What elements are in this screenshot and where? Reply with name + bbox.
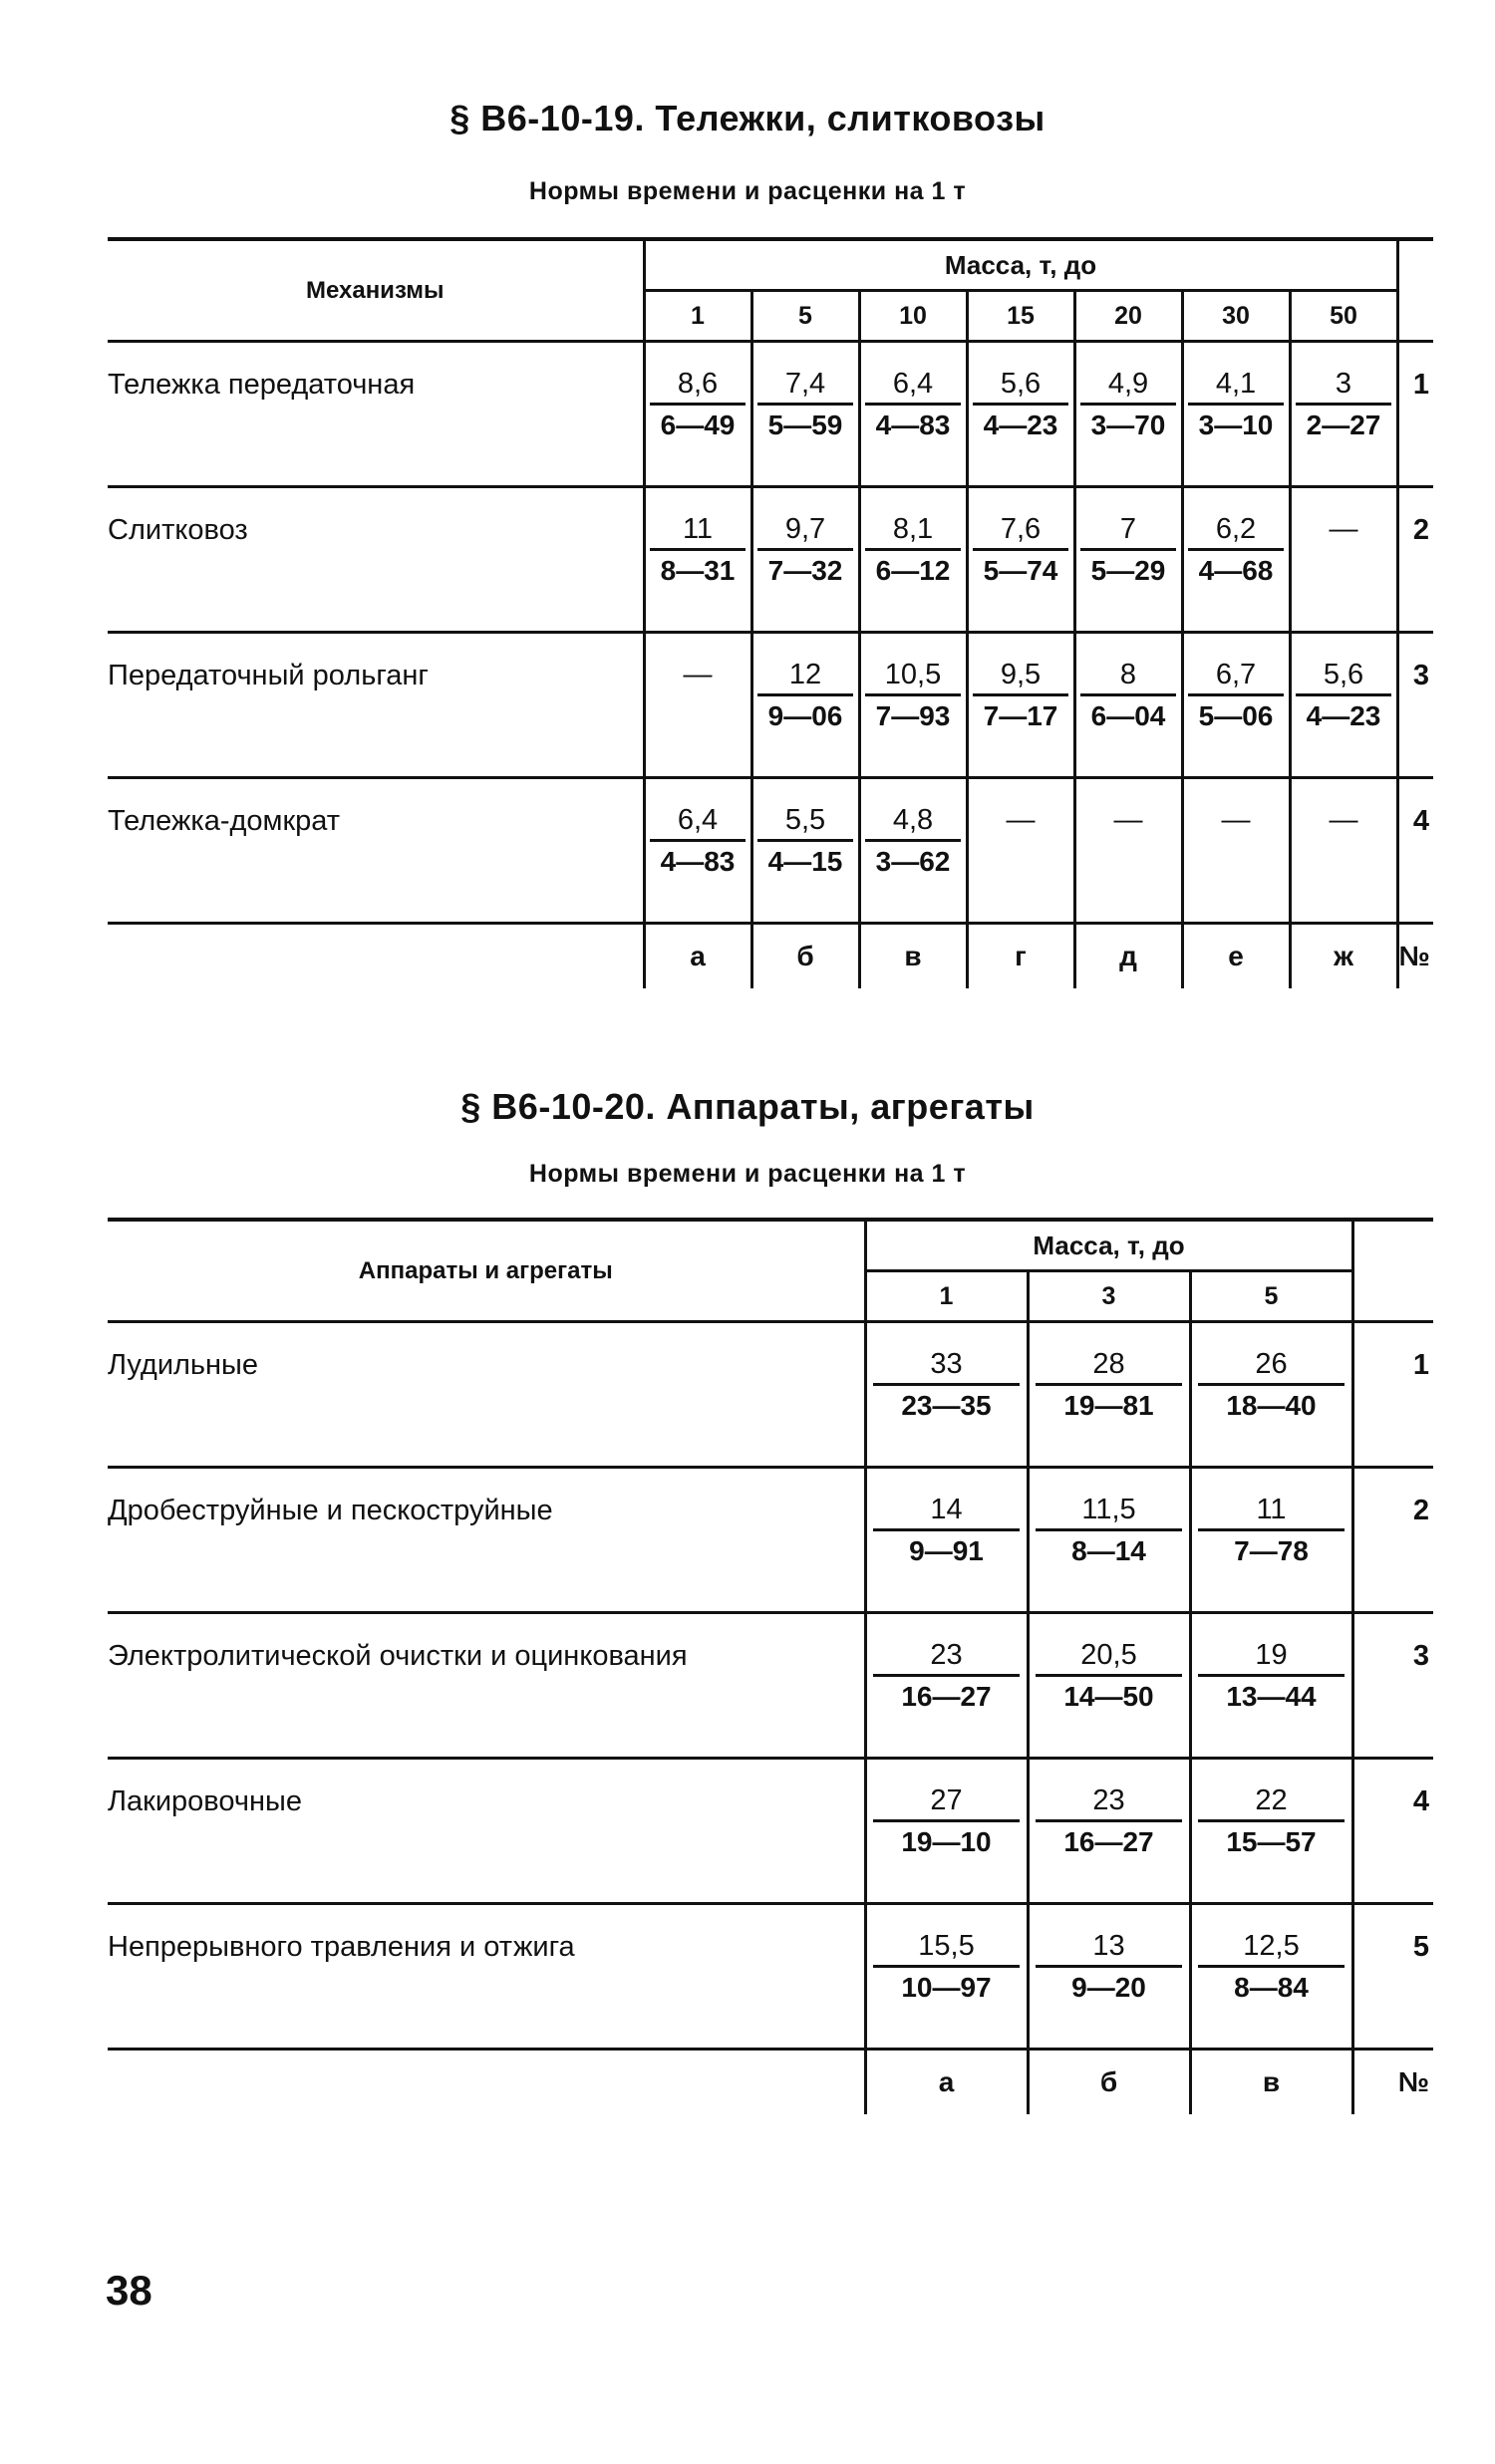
time-norm: 26 — [1198, 1345, 1345, 1386]
footer-row — [108, 2050, 1433, 2115]
value-cell — [1074, 778, 1182, 924]
value-cell — [859, 342, 967, 487]
time-norm: 11,5 — [1036, 1491, 1182, 1531]
time-norm: 4,1 — [1188, 365, 1285, 406]
dash-value: — — [1329, 804, 1358, 836]
fraction — [1188, 365, 1285, 445]
price-rate: 7—93 — [875, 700, 951, 731]
value-cell — [1028, 1759, 1190, 1904]
num-label: № — [1352, 2050, 1433, 2115]
row-name: Лудильные — [108, 1349, 259, 1381]
fraction — [1080, 656, 1177, 736]
price-rate: 4—23 — [1306, 700, 1381, 731]
time-norm: 4,8 — [865, 801, 962, 842]
row-name: Лакировочные — [108, 1759, 865, 1904]
dash-value: — — [1113, 804, 1143, 836]
time-norm: 10,5 — [865, 656, 962, 696]
fraction — [1036, 1636, 1182, 1717]
time-norm: 5,6 — [973, 365, 1069, 406]
value-cell — [865, 1468, 1028, 1613]
price-rate: 14—50 — [1063, 1681, 1154, 1712]
column-header: 5 — [751, 291, 859, 342]
header-row — [108, 239, 1433, 291]
time-norm: 28 — [1036, 1345, 1182, 1386]
value-cell — [865, 1613, 1028, 1759]
price-rate: 6—04 — [1090, 700, 1166, 731]
fraction — [873, 1636, 1020, 1717]
fraction — [650, 801, 747, 882]
column-letter: в — [859, 924, 967, 989]
section2-subtitle: Нормы времени и расценки на 1 т — [528, 1160, 967, 1188]
value-cell — [1028, 1904, 1190, 2050]
price-rate: 19—81 — [1063, 1390, 1154, 1421]
time-norm: 11 — [650, 510, 747, 551]
row-number: 4 — [1352, 1759, 1433, 1904]
fraction — [873, 1491, 1020, 1571]
table-row — [108, 1613, 1433, 1759]
time-norm: 12,5 — [1198, 1927, 1345, 1968]
column-letter: г — [967, 924, 1074, 989]
fraction — [1198, 1927, 1345, 2008]
time-norm: 19 — [1198, 1636, 1345, 1677]
fraction — [865, 510, 962, 591]
value-cell — [865, 1759, 1028, 1904]
price-rate: 4—15 — [767, 846, 843, 877]
row-number: 3 — [1397, 633, 1433, 778]
time-norm: 5,5 — [757, 801, 854, 842]
price-rate: 16—27 — [901, 1681, 992, 1712]
fraction — [873, 1345, 1020, 1426]
value-cell — [1028, 1322, 1190, 1468]
value-cell — [644, 342, 751, 487]
column-header: 10 — [859, 291, 967, 342]
section1-title: § В6-10-19. Тележки, слитковозы — [449, 98, 1046, 138]
price-rate: 18—40 — [1226, 1390, 1317, 1421]
row-number: 1 — [1412, 369, 1429, 401]
price-rate: 19—10 — [901, 1826, 992, 1857]
num-header-blank — [1397, 239, 1433, 342]
row-name: Непрерывного травления и отжига — [108, 1904, 865, 2050]
column-header: 5 — [1190, 1271, 1352, 1322]
row-number: 5 — [1352, 1904, 1433, 2050]
value-cell — [1290, 778, 1397, 924]
column-letter: в — [1190, 2050, 1352, 2115]
fraction — [757, 656, 854, 736]
section2-table — [108, 1218, 1433, 2114]
price-rate: 3—70 — [1090, 410, 1166, 440]
fraction — [1188, 510, 1285, 591]
table-row — [108, 1759, 1433, 1904]
value-cell — [859, 633, 967, 778]
fraction — [1036, 1491, 1182, 1571]
price-rate: 5—74 — [983, 555, 1058, 586]
time-norm: 20,5 — [1036, 1636, 1182, 1677]
value-cell — [865, 1904, 1028, 2050]
row-name: Передаточный рольганг — [108, 633, 644, 778]
value-cell — [1182, 342, 1290, 487]
value-cell — [1190, 1468, 1352, 1613]
value-cell — [1290, 487, 1397, 633]
table-row — [108, 487, 1433, 633]
mass-header: Масса, т, до — [865, 1220, 1352, 1271]
price-rate: 5—59 — [767, 410, 843, 440]
value-cell — [1290, 342, 1397, 487]
price-rate: 8—84 — [1234, 1972, 1309, 2003]
price-rate: 8—31 — [660, 555, 736, 586]
fraction — [1036, 1927, 1182, 2008]
section1-table — [108, 237, 1433, 988]
fraction — [1080, 510, 1177, 591]
column-header: 20 — [1074, 291, 1182, 342]
column-letter: е — [1182, 924, 1290, 989]
time-norm: 13 — [1036, 1927, 1182, 1968]
column-header: 30 — [1182, 291, 1290, 342]
price-rate: 10—97 — [901, 1972, 992, 2003]
fraction — [650, 510, 747, 591]
value-cell — [859, 778, 967, 924]
fraction — [865, 801, 962, 882]
price-rate: 4—83 — [875, 410, 951, 440]
price-rate: 9—91 — [909, 1535, 984, 1566]
column-header: 50 — [1290, 291, 1397, 342]
num-header-blank — [1352, 1220, 1433, 1322]
value-cell — [1074, 487, 1182, 633]
footer-blank — [108, 924, 644, 989]
value-cell — [1074, 633, 1182, 778]
row-number: 1 — [1412, 1349, 1429, 1381]
header-row — [108, 1220, 1433, 1271]
time-norm: 23 — [873, 1636, 1020, 1677]
price-rate: 2—27 — [1306, 410, 1381, 440]
fraction — [873, 1927, 1020, 2008]
time-norm: 15,5 — [873, 1927, 1020, 1968]
time-norm: 7,6 — [973, 510, 1069, 551]
price-rate: 9—06 — [767, 700, 843, 731]
fraction — [1198, 1345, 1345, 1426]
value-cell — [1074, 342, 1182, 487]
time-norm: 4,9 — [1080, 365, 1177, 406]
time-norm: 8,6 — [650, 365, 747, 406]
value-cell — [1028, 1468, 1190, 1613]
row-name: Тележка передаточная — [108, 369, 416, 401]
footer-blank — [108, 2050, 865, 2115]
value-cell — [1190, 1759, 1352, 1904]
time-norm: 3 — [1296, 365, 1392, 406]
row-name: Электролитической очистки и оцинкования — [108, 1613, 865, 1759]
value-cell — [1182, 778, 1290, 924]
time-norm: 7 — [1080, 510, 1177, 551]
price-rate: 3—62 — [875, 846, 951, 877]
fraction — [757, 510, 854, 591]
price-rate: 6—49 — [660, 410, 736, 440]
fraction — [865, 656, 962, 736]
fraction — [1198, 1781, 1345, 1862]
fraction — [973, 656, 1069, 736]
value-cell — [644, 487, 751, 633]
dash-value: — — [683, 659, 713, 690]
value-cell — [865, 1322, 1028, 1468]
value-cell — [751, 487, 859, 633]
column-letter: ж — [1290, 924, 1397, 989]
price-rate: 6—12 — [875, 555, 951, 586]
row-number: 2 — [1352, 1468, 1433, 1613]
dash-value: — — [1329, 513, 1358, 545]
fraction — [1036, 1781, 1182, 1862]
row-name: Дробеструйные и пескоструйные — [108, 1468, 865, 1613]
value-cell — [1190, 1904, 1352, 2050]
price-rate: 8—14 — [1071, 1535, 1146, 1566]
price-rate: 23—35 — [901, 1390, 992, 1421]
time-norm: 12 — [757, 656, 854, 696]
fraction — [757, 801, 854, 882]
column-letter: б — [1028, 2050, 1190, 2115]
value-cell — [751, 342, 859, 487]
fraction — [1296, 365, 1392, 445]
price-rate: 4—68 — [1198, 555, 1274, 586]
value-cell — [1182, 487, 1290, 633]
value-cell — [1190, 1322, 1352, 1468]
value-cell — [751, 633, 859, 778]
fraction — [1080, 365, 1177, 445]
value-cell — [859, 487, 967, 633]
time-norm: 14 — [873, 1491, 1020, 1531]
time-norm: 9,7 — [757, 510, 854, 551]
fraction — [973, 365, 1069, 445]
column-letter: а — [644, 924, 751, 989]
fraction — [1296, 656, 1392, 736]
value-cell — [1190, 1613, 1352, 1759]
time-norm: 6,4 — [865, 365, 962, 406]
section1-subtitle: Нормы времени и расценки на 1 т — [528, 177, 967, 205]
time-norm: 8,1 — [865, 510, 962, 551]
table-row — [108, 1322, 1433, 1468]
column-header: 15 — [967, 291, 1074, 342]
dash-value: — — [1006, 804, 1036, 836]
price-rate: 9—20 — [1071, 1972, 1146, 2003]
value-cell — [644, 633, 751, 778]
time-norm: 5,6 — [1296, 656, 1392, 696]
page-number: 38 — [106, 2267, 152, 2314]
time-norm: 8 — [1080, 656, 1177, 696]
fraction — [873, 1781, 1020, 1862]
fraction — [865, 365, 962, 445]
mass-header: Масса, т, до — [644, 239, 1397, 291]
section2-title: § В6-10-20. Аппараты, агрегаты — [460, 1086, 1035, 1127]
row-header: Механизмы — [108, 239, 644, 342]
row-number: 4 — [1397, 778, 1433, 924]
table-row — [108, 1468, 1433, 1613]
num-label: № — [1397, 924, 1433, 989]
time-norm: 27 — [873, 1781, 1020, 1822]
price-rate: 7—32 — [767, 555, 843, 586]
price-rate: 3—10 — [1198, 410, 1274, 440]
time-norm: 23 — [1036, 1781, 1182, 1822]
dash-value: — — [1221, 804, 1251, 836]
price-rate: 7—17 — [983, 700, 1058, 731]
price-rate: 15—57 — [1226, 1826, 1317, 1857]
value-cell — [1182, 633, 1290, 778]
column-letter: а — [865, 2050, 1028, 2115]
column-header: 3 — [1028, 1271, 1190, 1322]
fraction — [1198, 1636, 1345, 1717]
value-cell — [967, 342, 1074, 487]
table-row — [108, 778, 1433, 924]
row-number: 2 — [1397, 487, 1433, 633]
time-norm: 11 — [1198, 1491, 1345, 1531]
price-rate: 16—27 — [1063, 1826, 1154, 1857]
price-rate: 7—78 — [1234, 1535, 1309, 1566]
price-rate: 5—06 — [1198, 700, 1274, 731]
fraction — [1198, 1491, 1345, 1571]
price-rate: 13—44 — [1226, 1681, 1317, 1712]
value-cell — [967, 487, 1074, 633]
price-rate: 4—83 — [660, 846, 736, 877]
time-norm: 33 — [873, 1345, 1020, 1386]
fraction — [757, 365, 854, 445]
column-letter: д — [1074, 924, 1182, 989]
row-header: Аппараты и агрегаты — [108, 1220, 865, 1322]
fraction — [973, 510, 1069, 591]
row-name: Слитковоз — [108, 487, 644, 633]
fraction — [1188, 656, 1285, 736]
footer-row — [108, 924, 1433, 989]
time-norm: 6,2 — [1188, 510, 1285, 551]
price-rate: 4—23 — [983, 410, 1058, 440]
fraction — [650, 365, 747, 445]
column-letter: б — [751, 924, 859, 989]
column-header: 1 — [865, 1271, 1028, 1322]
table-row — [108, 633, 1433, 778]
value-cell — [967, 633, 1074, 778]
time-norm: 22 — [1198, 1781, 1345, 1822]
value-cell — [967, 778, 1074, 924]
fraction — [1036, 1345, 1182, 1426]
value-cell — [1290, 633, 1397, 778]
price-rate: 5—29 — [1090, 555, 1166, 586]
table-row — [108, 1904, 1433, 2050]
time-norm: 9,5 — [973, 656, 1069, 696]
table-row — [108, 342, 1433, 487]
time-norm: 7,4 — [757, 365, 854, 406]
value-cell — [751, 778, 859, 924]
row-name: Тележка-домкрат — [108, 778, 644, 924]
value-cell — [644, 778, 751, 924]
time-norm: 6,4 — [650, 801, 747, 842]
value-cell — [1028, 1613, 1190, 1759]
row-number: 3 — [1352, 1613, 1433, 1759]
time-norm: 6,7 — [1188, 656, 1285, 696]
column-header: 1 — [644, 291, 751, 342]
